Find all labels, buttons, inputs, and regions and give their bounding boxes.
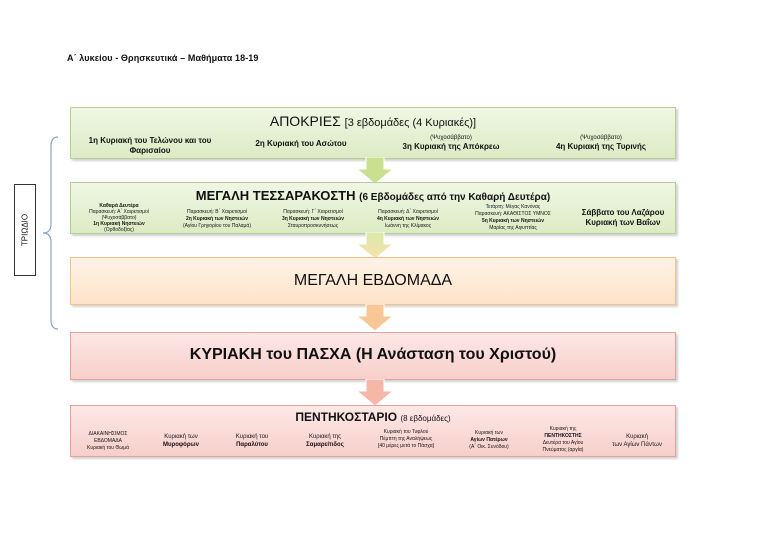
- sarakosti-week-4-l2: 4η Κυριακή των Νηστειών: [376, 216, 440, 222]
- sarakosti-week-5-l2: Παρασκευή: ΑΚΑΘΙΣΤΟΣ ΥΜΝΟΣ: [475, 211, 551, 217]
- sarakosti-week-5-l3: 5η Κυριακή των Νηστειών: [481, 218, 545, 224]
- pentikostario-week-8-l2: των Αγίων Πάντων: [612, 442, 662, 448]
- sarakosti-week-1-l2: Παρασκευή: Α΄ Χαιρετισμοί: [89, 209, 149, 215]
- document-heading: Α΄ λυκείου - Θρησκευτικά – Μαθήματα 18-19: [67, 53, 259, 63]
- apokries-box: [70, 107, 676, 159]
- pentikostario-subtitle: (8 εβδομάδες): [400, 414, 451, 423]
- apokries-title-row: [71, 113, 675, 129]
- pentikostario-week-7: [527, 426, 599, 454]
- sarakosti-week-5-l1: Τετάρτη: Μέγας Κανόνας: [485, 204, 541, 210]
- pentikostario-week-2-l1: Κυριακή των: [164, 434, 198, 440]
- sarakosti-week-5: [457, 204, 569, 232]
- sarakosti-week-4-l3: Ιωάννη της Κλίμακος: [384, 223, 432, 229]
- pentikostario-week-1: [73, 431, 143, 452]
- pentikostario-title: ΠΕΝΤΗΚΟΣΤΑΡΙΟ: [295, 410, 398, 424]
- pentikostario-title-row: [71, 410, 675, 424]
- flow-arrow-1: [356, 157, 394, 185]
- flow-arrow-4: [356, 379, 394, 407]
- pentikostario-week-3-l2: Παραλύτου: [236, 442, 268, 448]
- pentikostario-week-7-l3: Δευτέρα του Αγίου: [542, 440, 584, 446]
- sarakosti-week-3-l2: 3η Κυριακή των Νηστειών: [281, 216, 345, 222]
- flow-arrow-2: [356, 232, 394, 260]
- sarakosti-subtitle: (6 Εβδομάδες από την Καθαρή Δευτέρα): [359, 192, 551, 203]
- pentikostario-week-8: [601, 433, 673, 449]
- megali-evdomada-title: ΜΕΓΑΛΗ ΕΒΔΟΜΑΔΑ: [293, 272, 453, 289]
- pascha-title: ΚΥΡΙΑΚΗ του ΠΑΣΧΑ (Η Ανάσταση του Χριστού): [189, 346, 557, 363]
- pentikostario-week-2-l2: Μυροφόρων: [163, 442, 199, 448]
- triodio-label: ΤΡΙΩΔΙΟ: [20, 213, 30, 247]
- pentikostario-week-4: [289, 433, 361, 449]
- sarakosti-week-2: [169, 209, 265, 230]
- pentikostario-week-7-l2: ΠΕΝΤΗΚΟΣΤΗΣ: [544, 433, 582, 439]
- sarakosti-week-1-l3: (Ψυχοσάββατο): [101, 215, 137, 221]
- pascha-box: [70, 332, 676, 380]
- apokries-title: ΑΠΟΚΡΙΕΣ: [269, 113, 341, 129]
- pentikostario-week-1-l3: Κυριακή του Θωμά: [87, 445, 129, 451]
- sarakosti-week-4: [361, 209, 455, 230]
- megali-evdomada-box: [70, 257, 676, 305]
- apokries-week-4-note: (Ψυχοσάββατο): [580, 135, 622, 141]
- pentikostario-week-2: [147, 433, 215, 449]
- pentikostario-week-5: [363, 429, 449, 450]
- pentikostario-week-7-l1: Κυριακή της: [549, 426, 577, 432]
- pentikostario-week-6-l3: (Α΄ Οικ. Συνόδου): [469, 444, 509, 450]
- sarakosti-week-2-l3: (Αγίου Γρηγορίου του Παλαμά): [182, 223, 251, 229]
- apokries-week-1-text: 1η Κυριακή του Τελώνου και του Φαρισαίου: [88, 136, 212, 155]
- apokries-week-3-note: (Ψυχοσάββατο): [430, 135, 472, 141]
- pentikostario-week-4-l2: Σαμαρείτιδος: [306, 442, 344, 448]
- sarakosti-week-1-l5: (Ορθοδοξίας): [104, 227, 134, 233]
- sarakosti-week-3-l3: Σταυροπροσκυνήσεως: [287, 223, 339, 229]
- pentikostario-week-8-l1: Κυριακή: [626, 434, 648, 440]
- pentikostario-week-7-l4: Πνεύματος (αργία): [542, 447, 584, 453]
- apokries-week-2: [231, 140, 371, 148]
- sarakosti-week-1-l4: 1η Κυριακή Νηστειών: [93, 221, 145, 227]
- sarakosti-week-1-l1: Καθαρά Δευτέρα: [99, 203, 139, 209]
- sarakosti-week-1: [73, 203, 165, 233]
- apokries-week-3: [376, 134, 526, 152]
- pentikostario-week-6: [453, 430, 525, 451]
- pentikostario-week-5-l2: Πέμπτη της Αναλήψεως: [379, 436, 433, 442]
- apokries-subtitle: [3 εβδομάδες (4 Κυριακές)]: [344, 117, 477, 129]
- flow-arrow-3: [356, 304, 394, 332]
- sarakosti-week-3-l1: Παρασκευή: Γ΄ Χαιρετισμοί: [283, 209, 343, 215]
- triodio-label-box: [14, 184, 36, 276]
- pentikostario-box: [70, 405, 676, 457]
- sarakosti-week-3: [267, 209, 359, 230]
- pentikostario-week-6-l2: Αγίων Πατέρων: [470, 437, 508, 443]
- apokries-week-4-text: 4η Κυριακή της Τυρινής: [555, 142, 647, 151]
- sarakosti-week-4-l1: Παρασκευή: Δ΄ Χαιρετισμοί: [378, 209, 438, 215]
- apokries-week-1: [75, 136, 225, 156]
- sarakosti-title-row: [71, 188, 675, 203]
- pentikostario-week-3-l1: Κυριακή του: [235, 434, 269, 440]
- apokries-week-2-text: 2η Κυριακή του Ασώτου: [255, 139, 347, 148]
- apokries-week-4: [531, 134, 671, 152]
- apokries-week-3-text: 3η Κυριακή της Απόκρεω: [402, 142, 500, 151]
- triodio-bracket: [42, 136, 60, 330]
- pentikostario-week-5-l1: Κυριακή του Τυφλού: [383, 429, 429, 435]
- sarakosti-box: [70, 182, 676, 234]
- pentikostario-week-6-l1: Κυριακή των: [475, 430, 503, 436]
- sarakosti-week-6: [571, 208, 675, 228]
- sarakosti-week-2-l1: Παρασκευή: Β΄ Χαιρετισμοί: [186, 209, 248, 215]
- pentikostario-week-5-l3: [40 μέρες μετά το Πάσχα]: [377, 443, 435, 449]
- pentikostario-week-3: [219, 433, 285, 449]
- sarakosti-week-6-l2: Κυριακή των Βαΐων: [585, 218, 661, 227]
- pentikostario-week-4-l1: Κυριακή της: [308, 434, 342, 440]
- sarakosti-week-2-l2: 2η Κυριακή των Νηστειών: [185, 216, 249, 222]
- sarakosti-title: ΜΕΓΑΛΗ ΤΕΣΣΑΡΑΚΟΣΤΗ: [195, 188, 356, 203]
- sarakosti-week-5-l4: Μαρίας της Αιγυπτίας: [489, 225, 537, 231]
- pentikostario-week-1-l1: ΔΙΑΚΑΙΝΗΣΙΜΟΣ: [88, 431, 128, 437]
- pentikostario-week-1-l2: ΕΒΔΟΜΑΔΑ: [94, 438, 122, 444]
- sarakosti-week-6-l1: Σάββατο του Λαζάρου: [581, 208, 665, 217]
